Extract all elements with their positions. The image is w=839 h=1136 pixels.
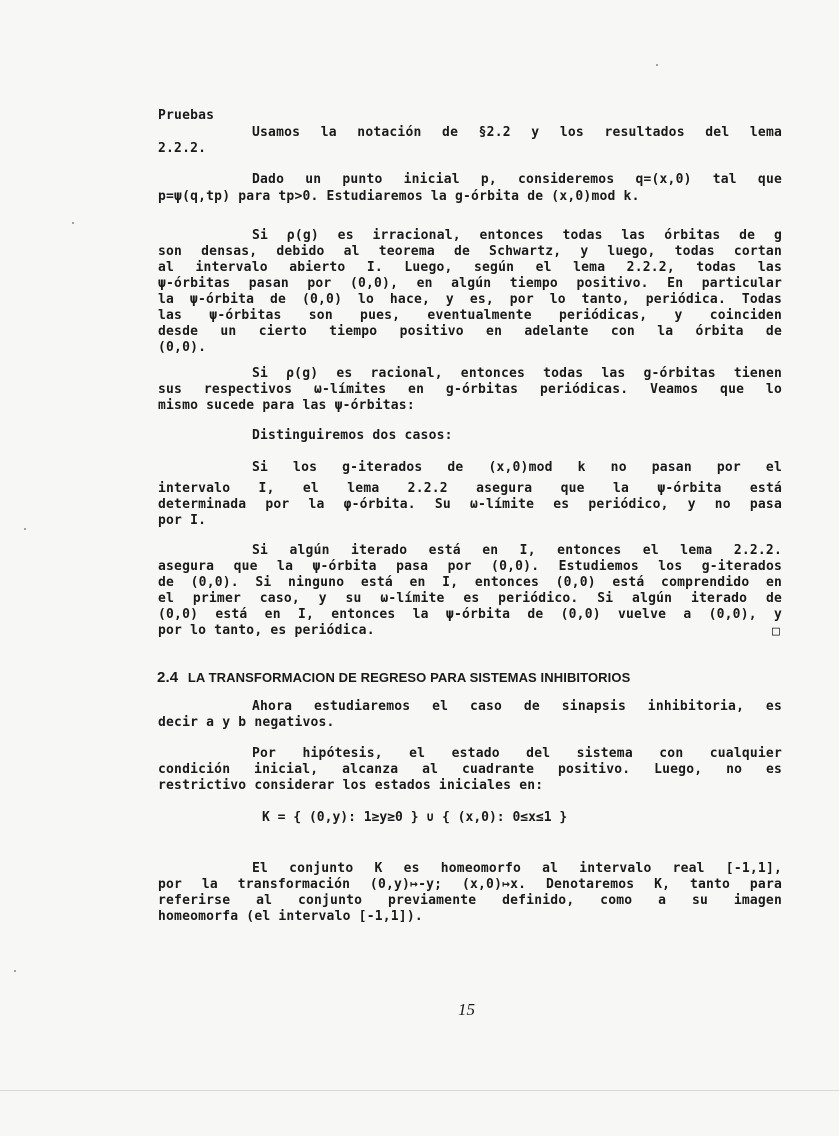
text-line: Si ρ(g) es irracional, entonces todas las órbitas de g [252, 228, 782, 243]
text-line: p=ψ(q,tp) para tp>0. Estudiaremos la g-órbita de (x,0)mod k. [158, 189, 640, 204]
text-line: Dado un punto inicial p, consideremos q=(x,0) tal que [252, 172, 782, 187]
text-line: sus respectivos ω-límites en g-órbitas periódicas. Veamos que lo [158, 382, 782, 397]
text-line: Ahora estudiaremos el caso de sinapsis inhibitoria, es [252, 699, 782, 714]
text-line: (0,0) está en I, entonces la ψ-órbita de (0,0) vuelve a (0,0), y [158, 607, 782, 622]
scan-speck [656, 64, 658, 66]
text-line: por lo tanto, es periódica. [158, 623, 375, 638]
text-line: (0,0). [158, 340, 207, 355]
text-line: Si ρ(g) es racional, entonces todas las g-órbitas tienen [252, 366, 782, 381]
text-line: referirse al conjunto previamente definido, como a su imagen [158, 893, 782, 908]
page-number: 15 [458, 1000, 475, 1019]
scan-edge-line [0, 1090, 839, 1091]
text-line: por la transformación (0,y)↦-y; (x,0)↦x. Denotaremos K, tanto para [158, 877, 782, 892]
scan-speck [24, 528, 26, 530]
scan-speck [72, 222, 74, 224]
text-line: intervalo I, el lema 2.2.2 asegura que la ψ-órbita está [158, 481, 782, 496]
text-line: asegura que la ψ-órbita pasa por (0,0). Estudiemos los g-iterados [158, 559, 782, 574]
text-line: mismo sucede para las ψ-órbitas: [158, 398, 415, 413]
text-line: ψ-órbitas pasan por (0,0), en algún tiempo positivo. En particular [158, 276, 782, 291]
text-line: la ψ-órbita de (0,0) lo hace, y es, por lo tanto, periódica. Todas [158, 292, 782, 307]
text-line: el primer caso, y su ω-límite es periódico. Si algún iterado de [158, 591, 782, 606]
section-heading [157, 669, 630, 686]
text-line: Usamos la notación de §2.2 y los resultados del lema [252, 125, 782, 140]
proof-heading: Pruebas [158, 108, 215, 123]
text-line: por I. [158, 513, 207, 528]
section-title: LA TRANSFORMACION DE REGRESO PARA SISTEMAS INHIBITORIOS [187, 670, 631, 685]
text-line: Por hipótesis, el estado del sistema con cualquier [252, 746, 782, 761]
text-line: al intervalo abierto I. Luego, según el lema 2.2.2, todas las [158, 260, 782, 275]
section-number: 2.4 [157, 669, 179, 686]
text-line: homeomorfa (el intervalo [-1,1]). [158, 909, 423, 924]
text-line: decir a y b negativos. [158, 715, 335, 730]
set-formula: K = { (0,y): 1≥y≥0 } ∪ { (x,0): 0≤x≤1 } [262, 810, 568, 825]
text-line: restrictivo considerar los estados iniciales en: [158, 778, 544, 793]
text-line: de (0,0). Si ninguno está en I, entonces (0,0) está comprendido en [158, 575, 782, 590]
text-line: desde un cierto tiempo positivo en adelante con la órbita de [158, 324, 782, 339]
text-line: determinada por la φ-órbita. Su ω-límite es periódico, y no pasa [158, 497, 782, 512]
qed-symbol: □ [772, 624, 780, 639]
scan-speck [14, 970, 16, 972]
text-line: 2.2.2. [158, 141, 207, 156]
text-line: Distinguiremos dos casos: [252, 428, 453, 443]
text-line: El conjunto K es homeomorfo al intervalo real [-1,1], [252, 861, 782, 876]
text-line: son densas, debido al teorema de Schwartz, y luego, todas cortan [158, 244, 782, 259]
text-line: Si algún iterado está en I, entonces el lema 2.2.2. [252, 543, 782, 558]
text-line: las ψ-órbitas son pues, eventualmente periódicas, y coinciden [158, 308, 782, 323]
text-line: Si los g-iterados de (x,0)mod k no pasan por el [252, 460, 782, 475]
text-line: condición inicial, alcanza al cuadrante positivo. Luego, no es [158, 762, 782, 777]
